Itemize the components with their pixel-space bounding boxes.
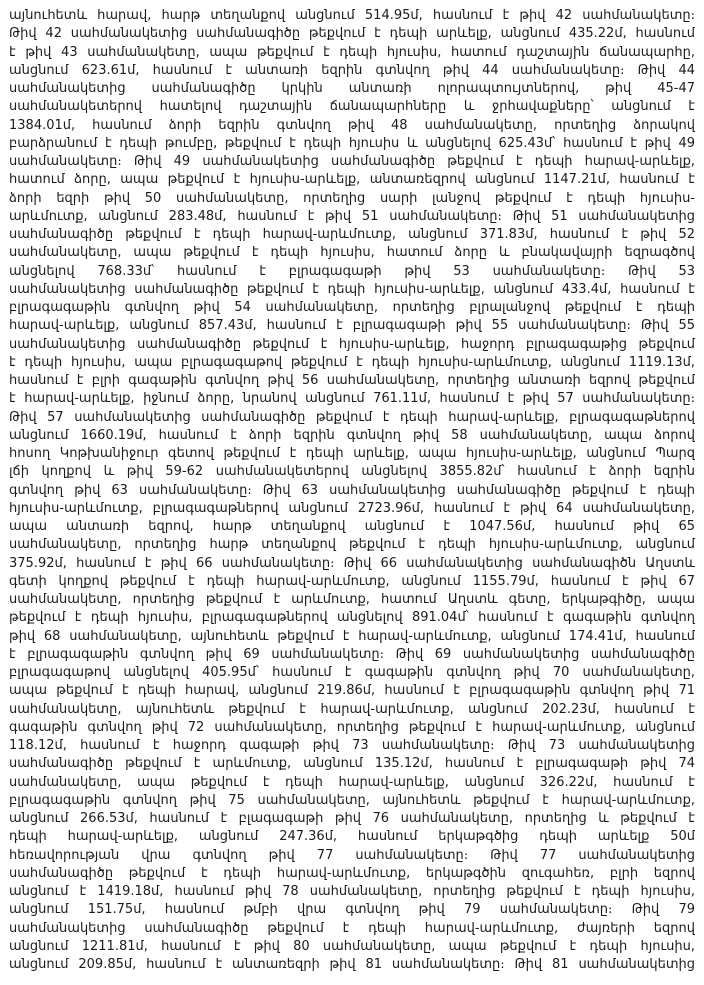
text-line: անցնում է 1419.18մ, հասնում թիվ 78 սահմանակետը, որտեղից թեքվում է դեպի հյուսիս, <box>9 884 695 899</box>
text-line: գագաթին գտնվող թիվ 72 սահմանակետը, որտեղից թեքվում է հարավ-արևմուտք, անցնում <box>9 719 695 735</box>
text-line: սահմանակետից սահմանագիծը թեքվում է հյուսիս-արևելք, հաջորդ բլրագագաթից թեքվում <box>9 336 695 352</box>
text-line: հեռավորության վրա գտնվող թիվ 77 սահմանակետը։ Թիվ 77 սահմանակետից <box>9 847 695 863</box>
text-line: գետի կողքով թեքվում է դեպի հարավ-արևմուտք, անցնում 1155.79մ, հասնում է թիվ 67 <box>9 573 695 589</box>
text-line: սահմանակետը, այնուհետև թեքվում է հարավ-արևմուտք, անցնում 202.23մ, հասնում է <box>9 701 695 717</box>
text-line: հյուսիս-արևմուտք, բլրագագաթներով անցնում 2723.96մ, հասնում է թիվ 64 սահմանակետը, <box>9 500 695 516</box>
text-line: արևմուտք, անցնում 283.48մ, հասնում է թիվ 51 սահմանակետը։ Թիվ 51 սահմանակետից <box>9 208 695 224</box>
text-line: գտնվող թիվ 63 սահմանակետը։ Թիվ 63 սահմանակետից սահմանագիծը թեքվում է դեպի <box>9 482 695 498</box>
text-line: Թիվ 42 սահմանակետից սահմանագիծը թեքվում է դեպի արևելք, անցնում 435.22մ, հասնում <box>9 26 695 42</box>
text-line: հարավ-արևելք, անցնում 857.43մ, հասնում է բլրագագաթի թիվ 55 սահմանակետը։ Թիվ 55 <box>9 318 695 334</box>
text-line: 118.12մ, հասնում է հաջորդ գագաթի թիվ 73 սահմանակետը։ Թիվ 73 սահմանակետից <box>9 738 695 753</box>
text-line: հասնում է բլրի գագաթին գտնվող թիվ 56 սահմանակետը, որտեղից անտառի եզրով թեքվում <box>9 373 695 388</box>
text-line: սահմանակետից սահմանագիծը թեքվում է դեպի հարավ-արևմուտք, ժայռերի եզրով <box>9 920 695 936</box>
text-line: բլրագագաթով անցնելով 405.95մ՝ հասնում է գագաթին գտնվող թիվ 70 սահմանակետը, <box>9 665 695 680</box>
text-line: անցնում 266.53մ, հասնում է բլագագաթի թիվ 76 սահմանակետը, որտեղից և թեքվում է <box>9 811 695 826</box>
text-line: բլրագագաթին գտնվող թիվ 75 սահմանակետը, այնուհետև թեքվում է հարավ-արևմուտք, <box>9 792 695 808</box>
text-line: է դեպի հյուսիս, ապա բլրագագաթով թեքվում է դեպի հյուսիս-արևմուտք, անցնում 1119.13մ, <box>9 354 695 370</box>
text-line: անցնելով 768.33մ՝ հասնում է բլրագագաթի թիվ 53 սահմանակետը։ Թիվ 53 <box>9 263 695 279</box>
text-line: անցնում 1660.19մ, հասնում է ձորի եզրին գտնվող թիվ 58 սահմանակետը, ապա ձորով <box>9 427 695 443</box>
boundary-description-text <box>9 7 695 974</box>
text-line: հատում ձորը, ապա թեքվում է հյուսիս-արևելք, անտառեզրով անցնում 1147.21մ, հասնում է <box>9 172 695 188</box>
text-line: սահմանակետից սահմանագիծը թեքվում է դեպի հյուսիս-արևելք, անցնում 433.4մ, հասնում է <box>9 281 695 297</box>
text-line: ապա անտառի եզրով, հարթ տեղանքով անցնում է 1047.56մ, հասնում թիվ 65 <box>9 519 695 534</box>
text-line: դեպի հարավ-արևելք, անցնում 247.36մ, հասնում երկաթգծից դեպի արևելք 50մ <box>9 829 695 845</box>
text-line: 1384.01մ, հասնում ձորի եզրին գտնվող թիվ 48 սահմանակետը, որտեղից ձորակով <box>9 117 695 133</box>
text-line: անցնում 1211.81մ, հասնում է թիվ 80 սահմանակետը, ապա թեքվում է դեպի հյուսիս, <box>9 938 695 954</box>
text-line: Թիվ 57 սահմանակետից սահմանագիծը թեքվում է դեպի հարավ-արևելք, բլրագագաթներով <box>9 409 695 425</box>
text-line: սահմանակետը, որտեղից թեքվում է արևմուտք, հատում Աղստև գետը, երկաթգիծը, ապա <box>9 592 695 607</box>
text-line: սահմանակետը։ Թիվ 49 սահմանակետից սահմանագիծը թեքվում է դեպի հարավ-արևելք, <box>9 154 695 169</box>
text-line: սահմանակետը, ապա թեքվում է դեպի հյուսիս, հատում ձորը և բնակավայրի եզրագծով <box>9 245 695 261</box>
text-line: ձորի եզրի թիվ 50 սահմանակետը, որտեղից սարի լանջով թեքվում է դեպի հյուսիս- <box>9 190 695 206</box>
text-line: սահմանակետերով հատելով դաշտային ճանապարհները և ջրհավաքները՝ անցնում է <box>9 99 695 115</box>
text-line: է թիվ 43 սահմանակետը, ապա թեքվում է դեպի հյուսիս, հատում դաշտային ճանապարհը, <box>9 44 695 60</box>
text-line: անցնում 623.61մ, հասնում է անտառի եզրին գտնվող թիվ 44 սահմանակետը։ Թիվ 44 <box>9 62 695 78</box>
text-line: սահմանագիծը թեքվում է արևմուտք, անցնում 135.12մ, հասնում է բլրագագաթի թիվ 74 <box>9 756 695 772</box>
text-line: է հարավ-արևելք, իջնում ձորը, նրանով անցնում 761.11մ, հասնում է թիվ 57 սահմանակետը։ <box>9 391 695 407</box>
text-line: սահմանակետը, որտեղից հարթ տեղանքով թեքվում է դեպի հյուսիս-արևմուտք, անցնում <box>9 537 695 553</box>
text-line: լճի կողքով և թիվ 59-62 սահմանակետերով անցնելով 3855.82մ՝ հասնում է ձորի եզրին <box>9 464 695 480</box>
text-line: 375.92մ, հասնում է թիվ 66 սահմանակետը։ Թիվ 66 սահմանակետից սահմանագիծն Աղստև <box>9 555 695 571</box>
text-line: թեքվում է դեպի հյուսիս, բլրագագաթներով անցնելով 891.04մ՝ հասնում է գագաթին գտնվող <box>9 610 695 626</box>
text-line: հոսող Կոթխանիջուր գետով թեքվում է դեպի արևելք, ապա հյուսիս-արևելք, անցնում Պարզ <box>9 446 695 461</box>
text-line: ապա թեքվում է դեպի հարավ, անցնում 219.86մ, հասնում է բլրագագաթին գտնվող թիվ 71 <box>9 683 695 699</box>
text-line: թիվ 68 սահմանակետը, այնուհետև թեքվում է հարավ-արևմուտք, անցնում 174.41մ, հասնում <box>9 628 695 644</box>
text-line: այնուհետև հարավ, հարթ տեղանքով անցնում 514.95մ, հասնում է թիվ 42 սահմանակետը։ <box>9 8 695 23</box>
text-line: է բլրագագաթին գտնվող թիվ 69 սահմանակետը։ Թիվ 69 սահմանակետից սահմանագիծը <box>9 646 695 662</box>
text-line: անցնում 209.85մ, հասնում է անտառեզրի թիվ 81 սահմանակետը։ Թիվ 81 սահմանակետից <box>9 957 695 972</box>
text-line: սահմանագիծը թեքվում է դեպի հարավ-արևմուտք, անցնում 371.83մ, հասնում է թիվ 52 <box>9 227 695 242</box>
text-line: սահմանակետը, ապա թեքվում է դեպի հարավ-արևելք, անցնում 326.22մ, հասնում է <box>9 774 695 790</box>
text-line: բարձրանում է դեպի թումբը, թեքվում է դեպի հյուսիս և անցնելով 625.43մ՝ հասնում է թիվ 49 <box>9 135 695 151</box>
text-line: սահմանագիծը թեքվում է դեպի հարավ-արևմուտք, երկաթգծին զուգահեռ, բլրի եզրով <box>9 865 695 881</box>
text-line: սահմանակետից սահմանագիծը կրկին անտառի ոլորապտույտներով, թիվ 45-47 <box>9 81 695 96</box>
text-line: բլրագագաթին գտնվող թիվ 54 սահմանակետը, որտեղից բլրալանջով թեքվում է դեպի <box>9 300 695 315</box>
text-line: անցնում 151.75մ, հասնում թմբի վրա գտնվող թիվ 79 սահմանակետը։ Թիվ 79 <box>9 902 695 918</box>
